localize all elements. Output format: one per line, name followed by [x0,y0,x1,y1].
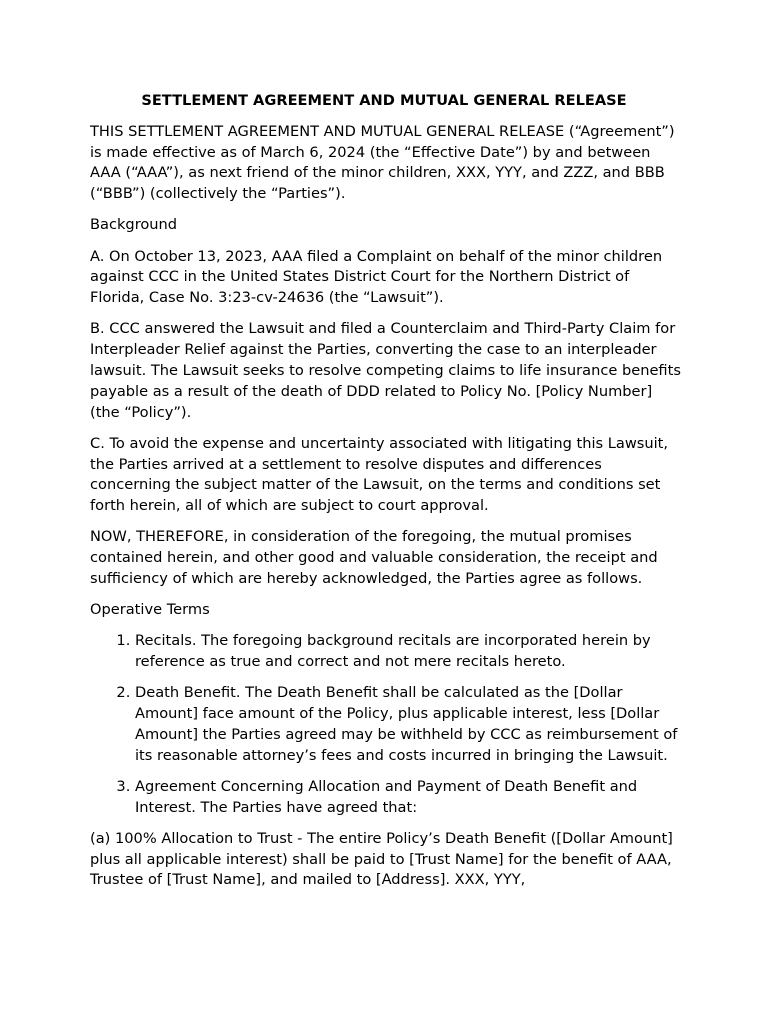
background-heading: Background [90,216,178,234]
term-death-benefit: 2. Death Benefit. The Death Benefit shall be calculated as the [Dollar Amount] face amount of the Policy, plus applicable interest, less [Dollar Amount] the Parties agreed may be withheld by CCC as reimbursement of its reasonable attorney’s fees and costs incurred in bringing the Lawsuit. [135,683,682,766]
document-page [90,91,682,902]
intro-paragraph: THIS SETTLEMENT AGREEMENT AND MUTUAL GENERAL RELEASE (“Agreement”) is made effective as of March 6, 2024 (the “Effective Date”) by and between AAA (“AAA”), as next friend of the minor children, XXX, YYY, and ZZZ, and BBB (“BBB”) (collectively the “Parties”). [90,122,675,203]
recital-c: C. To avoid the expense and uncertainty associated with litigating this Lawsuit, the Parties arrived at a settlement to resolve disputes and differences concerning the subject matter of the Lawsuit, on the terms and conditions set forth herein, all of which are subject to court approval. [90,434,669,515]
document-title: SETTLEMENT AGREEMENT AND MUTUAL GENERAL RELEASE [141,92,627,109]
recital-b: B. CCC answered the Lawsuit and filed a Counterclaim and Third-Party Claim for Interpleader Relief against the Parties, converting the case to an interpleader lawsuit. The Lawsuit seeks to resolve competing claims to life insurance benefits payable as a result of the death of DDD related to Policy No. [Policy Number] (the “Policy”). [90,320,681,421]
operative-terms-heading: Operative Terms [90,601,210,619]
term-recitals: 1. Recitals. The foregoing background recitals are incorporated herein by reference as true and correct and not mere recitals hereto. [135,631,682,673]
now-therefore-paragraph: NOW, THEREFORE, in consideration of the foregoing, the mutual promises contained herein, and other good and valuable consideration, the receipt and sufficiency of which are hereby acknowledged, the Parties agree as follows. [90,528,658,587]
operative-terms-list [90,631,682,818]
recital-a: A. On October 13, 2023, AAA filed a Complaint on behalf of the minor children against CCC in the United States District Court for the Northern District of Florida, Case No. 3:23-cv-24636 (the “Lawsuit”). [90,247,663,307]
allocation-a-paragraph: (a) 100% Allocation to Trust - The entire Policy’s Death Benefit ([Dollar Amount] plus all applicable interest) shall be paid to [Trust Name] for the benefit of AAA, Trustee of [Trust Name], and mailed to [Address]. XXX, YYY, [90,829,673,889]
term-allocation: 3. Agreement Concerning Allocation and Payment of Death Benefit and Interest. The Parties have agreed that: [135,777,682,819]
